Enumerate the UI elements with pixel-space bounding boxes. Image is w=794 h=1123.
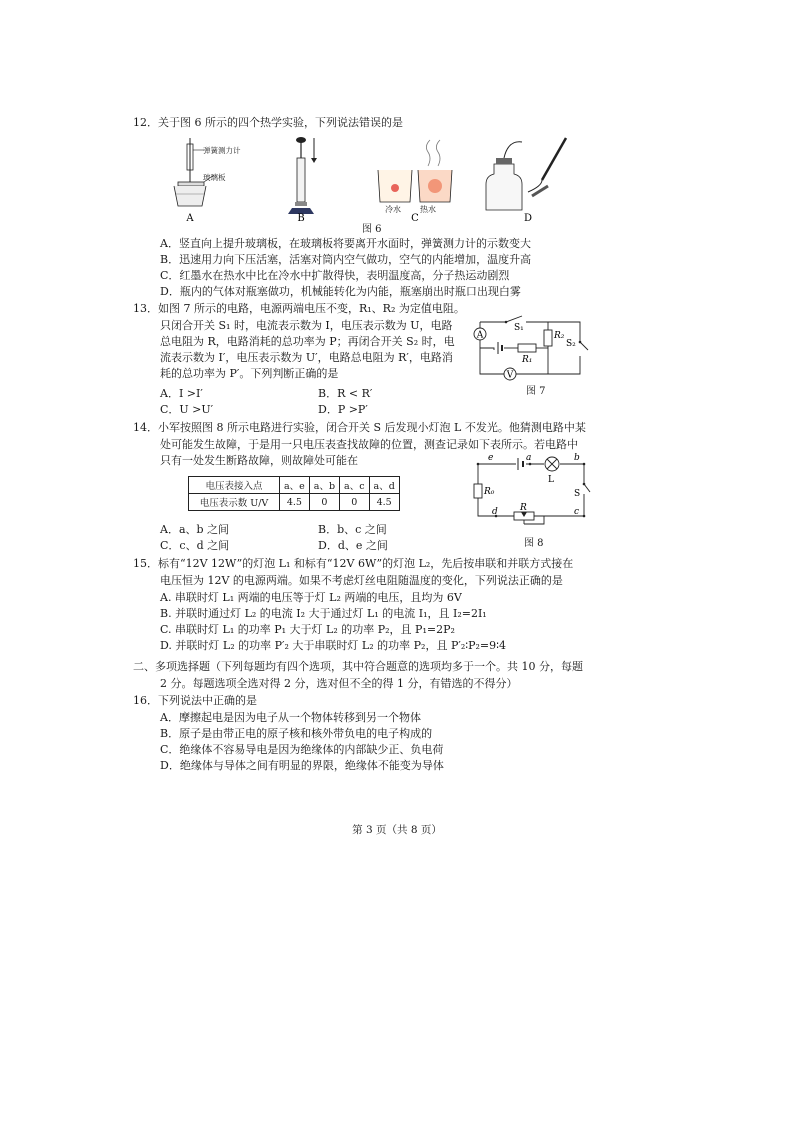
q14-line-3: 只有一处发生断路故障，则故障处可能在 [160,454,358,467]
fig6-b-fire-piston [288,137,317,214]
q12-option-c: C．红墨水在热水中比在冷水中扩散得快，表明温度高，分子热运动剧烈 [160,269,510,282]
q14-option-c: C．c、d 之间 [160,539,230,552]
page-number: 第 3 页（共 8 页） [352,824,442,836]
q12-option-d: D．瓶内的气体对瓶塞做功，机械能转化为内能，瓶塞崩出时瓶口出现白雾 [160,285,521,298]
q15-option-a: A. 串联时灯 L₁ 两端的电压等于灯 L₂ 两端的电压，且均为 6V [160,591,462,604]
q13-line-5: 耗的总功率为 P′。下列判断正确的是 [160,367,339,380]
fig7-caption: 图 7 [526,386,546,397]
fig8-point-a: a [526,453,532,463]
q14-option-a: A．a、b 之间 [160,523,230,536]
q12-option-a: A．竖直向上提升玻璃板，在玻璃板将要离开水面时，弹簧测力计的示数变大 [160,237,531,250]
table-cell: 0 [340,494,370,511]
fig8-lamp-l: L [548,475,554,485]
table-header-points: 电压表接入点 [189,477,280,494]
q16-option-b: B．原子是由带正电的原子核和核外带负电的电子构成的 [160,727,433,740]
table-cell: a、d [369,477,399,494]
q14-line-2: 处可能发生故障，于是用一只电压表查找故障的位置，测查记录如下表所示。若电路中 [160,438,578,451]
fig8-point-e: e [488,453,494,463]
table-cell: 4.5 [369,494,399,511]
figure-7 [466,298,606,396]
q16-option-d: D．绝缘体与导体之间有明显的界限，绝缘体不能变为导体 [160,759,444,772]
fig6-letter-d: D [523,213,533,224]
fig6-letter-c: C [411,213,419,224]
fig7-r2: R₂ [554,331,565,341]
q13-option-b: B．R < R′ [318,387,373,400]
fig7-s2: S₂ [566,339,576,349]
table-row [189,477,400,494]
fig7-r1: R₁ [522,355,533,365]
fig6-caption: 图 6 [362,224,382,235]
section2-instructions: 2 分。每题选项全选对得 2 分，选对但不全的得 1 分，有错选的不得分） [160,677,518,690]
table-cell: a、b [309,477,339,494]
q15-option-d: D. 并联时灯 L₂ 的功率 P′₂ 大于串联时灯 L₂ 的功率 P₂，且 P′₂∶P₂=9∶4 [160,639,506,652]
q13-line-1: 13．如图 7 所示的电路，电源两端电压不变，R₁、R₂ 为定值电阻。 [133,302,465,315]
q15-line-2: 电压恒为 12V 的电源两端。如果不考虑灯丝电阻随温度的变化，下列说法正确的是 [160,574,563,587]
voltage-table [188,476,400,511]
section2-heading: 二、多项选择题（下列每题均有四个选项，其中符合题意的选项均多于一个。共 10 分，每题 [133,660,583,673]
q13-line-3: 总电阻为 R，电路消耗的总功率为 P；再闭合开关 S₂ 时，电 [160,335,455,348]
q14-option-d: D．d、e 之间 [318,539,388,552]
q15-line-1: 15．标有“12V 12W”的灯泡 L₁ 和标有“12V 6W”的灯泡 L₂，先后按串联和并联方式接在 [133,557,574,570]
fig8-point-d: d [492,507,498,517]
q14-line-1: 14．小军按照图 8 所示电路进行实验，闭合开关 S 后发现小灯泡 L 不发光。他猜测电路中某 [133,421,586,434]
fig6-label-spring-scale: 弹簧测力计 [203,146,241,155]
q13-line-2: 只闭合开关 S₁ 时，电流表示数为 I，电压表示数为 U，电路 [160,319,453,332]
fig8-point-b: b [574,453,580,463]
fig8-point-c: c [574,507,580,517]
q13-option-a: A．I >I′ [160,387,203,400]
q16-option-c: C．绝缘体不容易导电是因为绝缘体的内部缺少正、负电荷 [160,743,444,756]
fig7-voltmeter: V [506,370,514,381]
table-cell: 0 [309,494,339,511]
fig8-r0: R₀ [484,487,495,497]
q13-option-d: D．P >P′ [318,403,368,416]
fig6-label-cold-water: 冷水 [385,205,401,214]
q13-option-c: C．U >U′ [160,403,214,416]
q12-stem: 12．关于图 6 所示的四个热学实验，下列说法错误的是 [133,116,403,129]
fig6-label-hot-water: 热水 [420,205,436,214]
q16-stem: 16．下列说法中正确的是 [133,694,257,707]
q14-option-b: B．b、c 之间 [318,523,387,536]
table-row [189,494,400,511]
q13-line-4: 流表示数为 I′，电压表示数为 U′，电路总电阻为 R′，电路消 [160,351,453,364]
fig6-letter-b: B [297,213,305,224]
table-header-values: 电压表示数 U/V [189,494,280,511]
q12-option-b: B．迅速用力向下压活塞，活塞对筒内空气做功，空气的内能增加，温度升高 [160,253,532,266]
fig6-label-glass-plate: 玻璃板 [203,173,226,182]
q15-option-b: B. 并联时通过灯 L₂ 的电流 I₂ 大于通过灯 L₁ 的电流 I₁，且 I₂=2I₁ [160,607,487,620]
fig6-c-beakers [378,140,452,202]
fig8-caption: 图 8 [524,538,544,549]
table-cell: a、e [280,477,310,494]
q15-option-c: C. 串联时灯 L₁ 的功率 P₁ 大于灯 L₂ 的功率 P₂，且 P₁=2P₂ [160,623,455,636]
table-cell: 4.5 [280,494,310,511]
fig6-d-bottle-pump [486,138,566,210]
table-cell: a、c [340,477,370,494]
fig7-ammeter: A [476,330,484,341]
fig8-switch-s: S [574,489,581,499]
fig7-s1: S₁ [514,323,524,333]
q16-option-a: A．摩擦起电是因为电子从一个物体转移到另一个物体 [160,711,421,724]
figure-8 [466,450,596,534]
fig8-r: R [520,503,527,513]
fig6-letter-a: A [186,213,194,224]
